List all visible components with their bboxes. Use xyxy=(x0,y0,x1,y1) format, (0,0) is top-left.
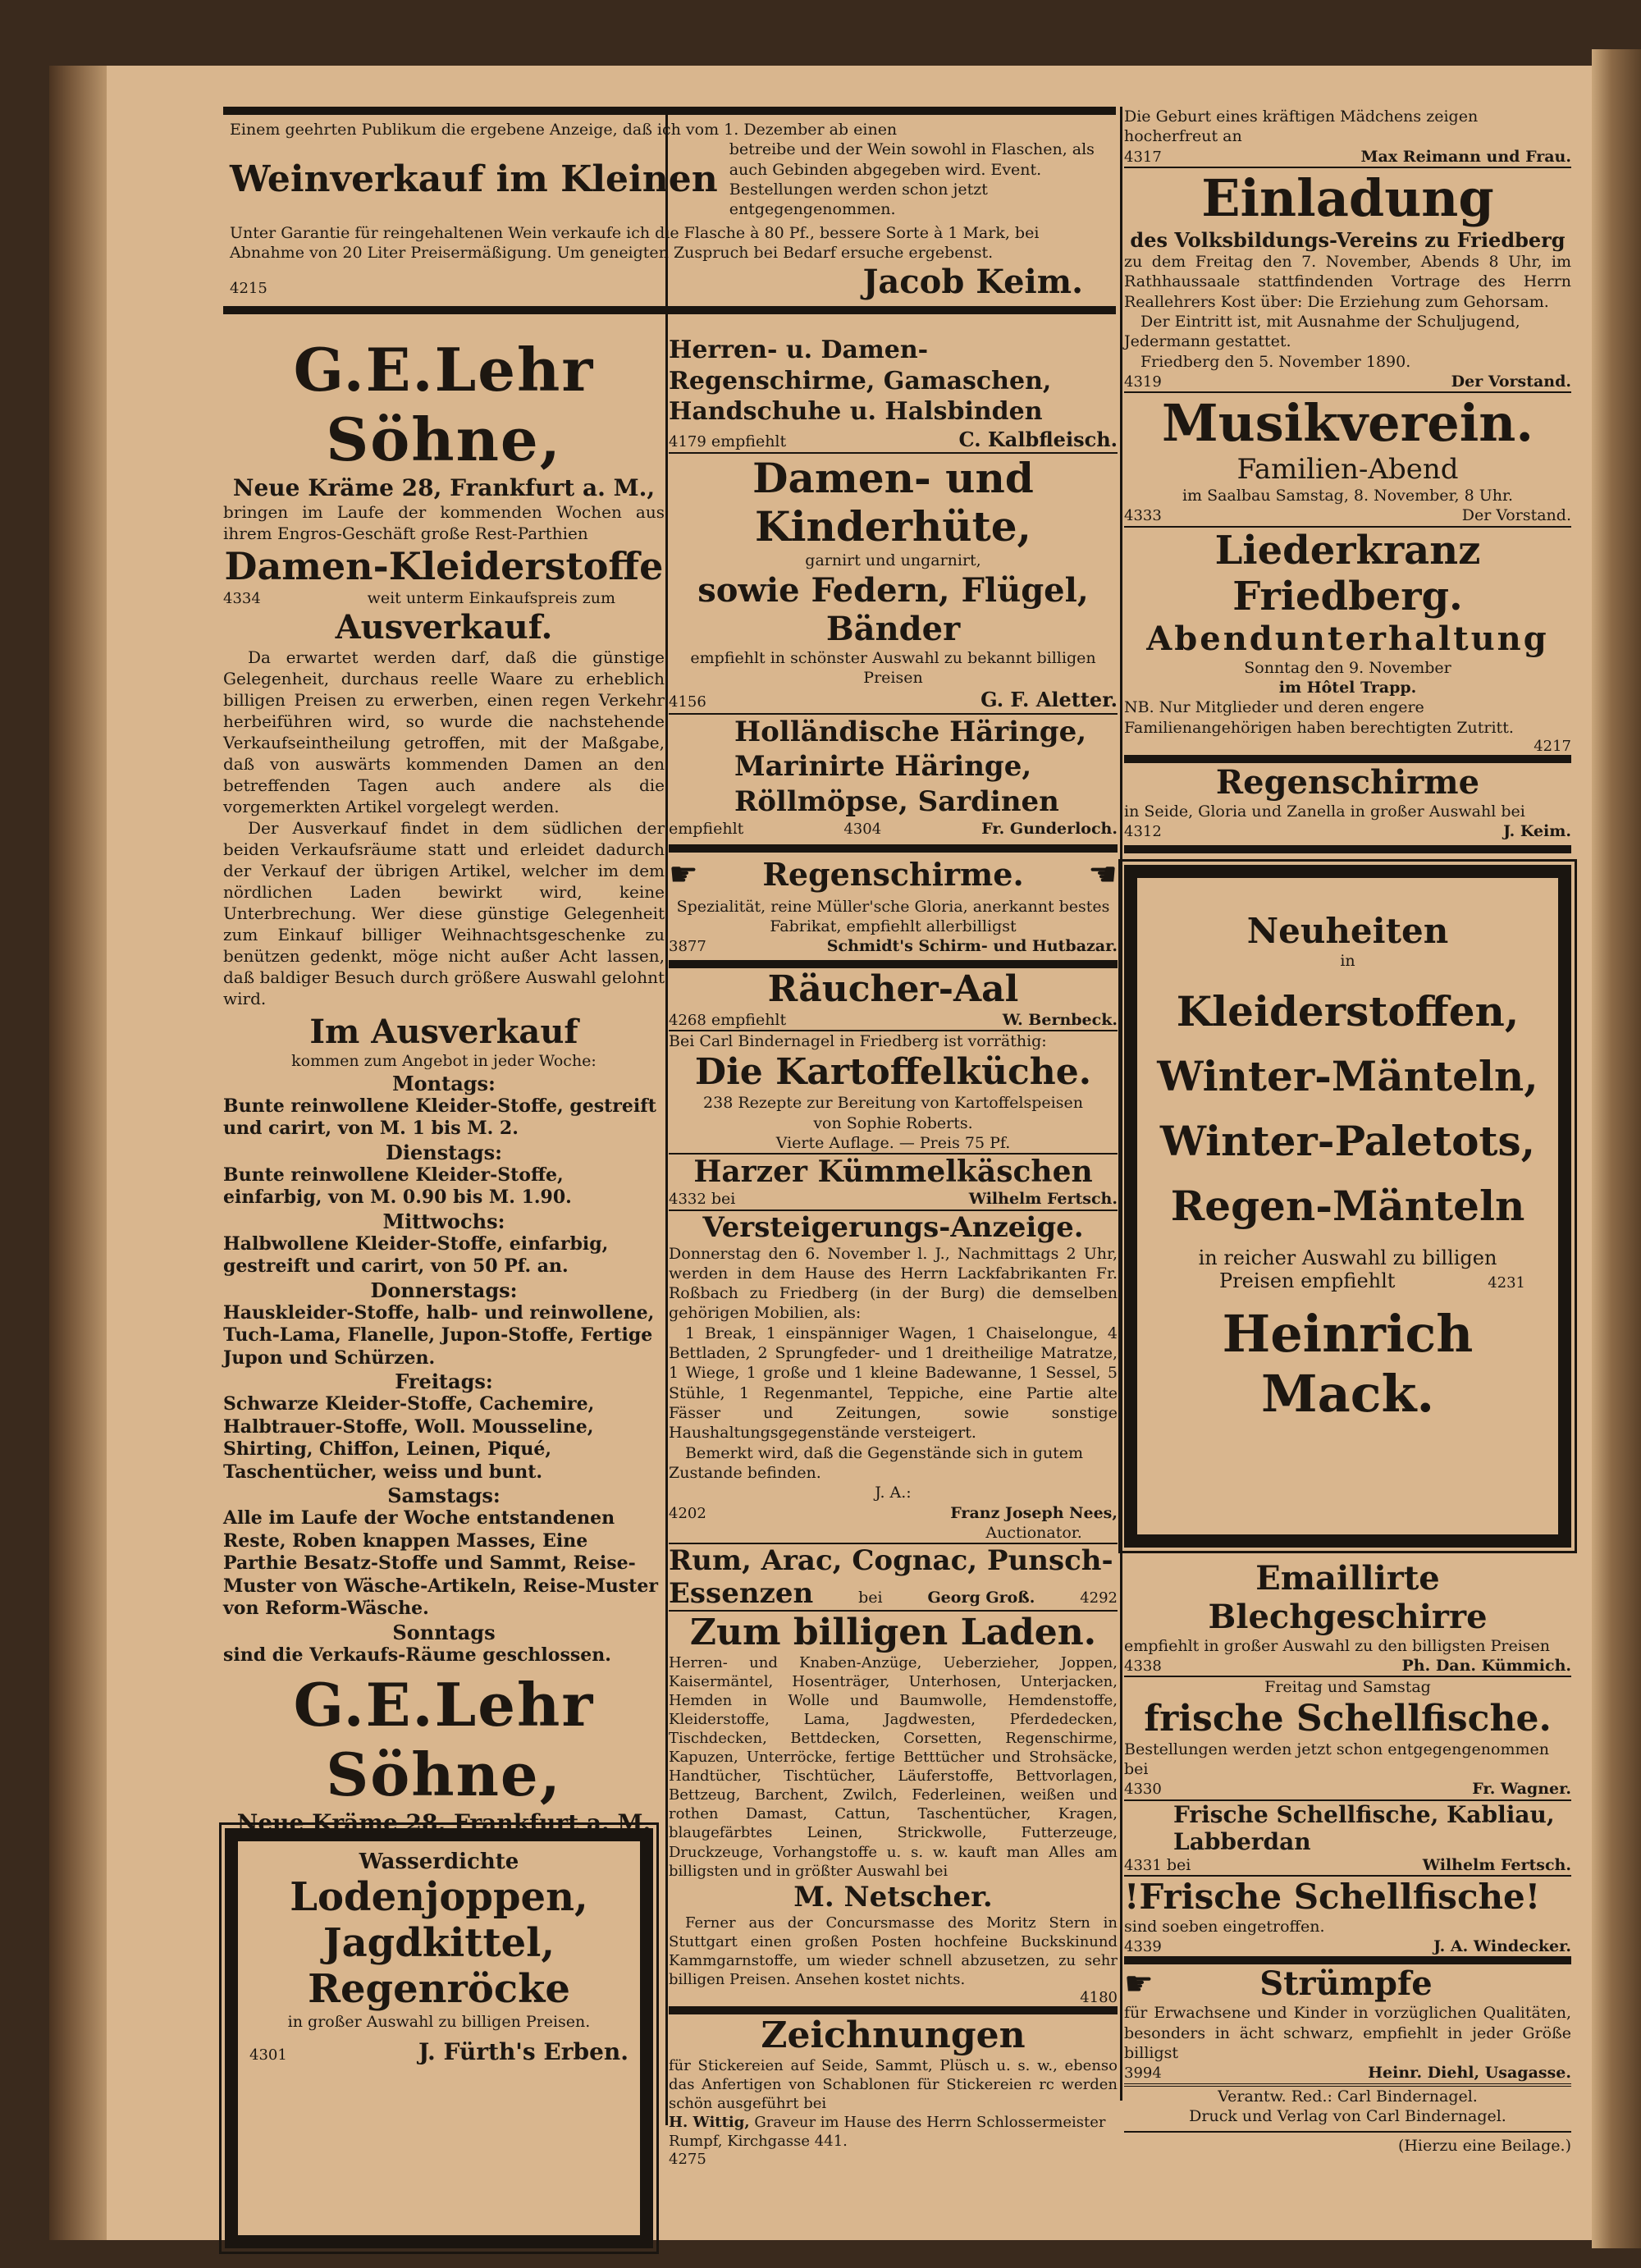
lehr-paragraph-2: Der Ausverkauf findet in dem südlichen der beiden Verkaufsräume statt und erleidet dadurch der Verkauf der übrigen Artikel, welcher im dem nördlichen Laden bewirkt wird, keine Unterbrechung. Wer diese günstige Gelegenheit zum Einkauf billiger Weihnachtsgeschenke zu benützen gedenkt, möge nicht außer Acht lassen, daß baldiger Besuch durch größere Auswahl gelohnt wird. xyxy=(223,818,665,1009)
abend-sub: Sonntag den 9. November xyxy=(1244,658,1451,677)
schedule-text: Halbwollene Kleider-Stoffe, einfarbig, gestreift und carirt, von 50 Pf. an. xyxy=(223,1232,609,1278)
wine-intro-2: betreibe und der Wein sowohl in Flaschen, als auch Gebinden abgegeben wird. Event. Bestellungen werden schon jetzt entgegengenommen. xyxy=(729,140,1095,219)
regen3-title: Regenschirme xyxy=(1215,763,1480,802)
kartoffel-sub-3: Vierte Auflage. — Preis 75 Pf. xyxy=(775,1133,1011,1152)
harzer-firm: Wilhelm Fertsch. xyxy=(968,1190,1118,1209)
birth-names: Max Reimann und Frau. xyxy=(1360,147,1571,166)
verst-title: Versteigerungs-Anzeige. xyxy=(702,1210,1084,1244)
fisch-line-3: Röllmöpse, Sardinen xyxy=(734,784,1059,818)
ad-number: 4156 xyxy=(669,693,706,711)
ad-number: 4339 xyxy=(1124,1938,1162,1956)
laden-body: Herren- und Knaben-Anzüge, Ueberzieher, Joppen, Kaisermäntel, Hosenträger, Unterhosen, Unterjacken, Hemden in Wolle und Baumwolle, Hemdenstoffe, Kleiderstoffe, Lama, Jagdwesten, Pferdedecken, Tischdecken, Bettdecken, Corsetten, Regenschirme, Kapuzen, Unterröcke, fertige Betttücher und Strohsäcke, Handtücher, Tischtücher, Läuferstoffe, Bettvorlagen, Bettzeug, Barchent, Zwilch, Federleinen, weißen und rothen Damast, Cattun, Taschentücher, Kragen, blaugefärbtes Leinen, Strickwolle, Futterzeuge, Druckzeuge, Vorhangstoffe u. s. w. kauft man Alles am billigsten und in größter Auswahl bei xyxy=(669,1654,1118,1880)
regen-firm: Schmidt's Schirm- und Hutbazar. xyxy=(826,937,1118,956)
lehr-schedule xyxy=(223,1072,665,1667)
fs2-firm: J. A. Windecker. xyxy=(1433,1937,1571,1956)
wine-body: Unter Garantie für reingehaltenen Wein verkaufe ich die Flasche à 80 Pf., bessere Sorte à 1 Mark, bei Abnahme von 20 Liter Preisermäßigung. Um geneigten Zuspruch bei Bedarf ersuche ergebenst. xyxy=(230,223,1040,262)
zeich-firm: H. Wittig, xyxy=(669,2113,750,2131)
abend-nb: NB. Nur Mitglieder und deren engere Familienangehörigen haben berechtigten Zutritt. xyxy=(1124,698,1514,737)
schedule-day: Sonntags xyxy=(392,1620,496,1644)
harzer-title: Harzer Kümmelkäschen xyxy=(693,1155,1093,1190)
ad-number: 4331 xyxy=(1124,1856,1162,1874)
neuheiten-line-4: Winter-Paletots, xyxy=(1159,1116,1536,1165)
einladung-body-2: Der Eintritt ist, mit Ausnahme der Schuljugend, Jedermann gestattet. xyxy=(1124,312,1520,351)
lehr-name-2: G.E.Lehr Söhne, xyxy=(293,1670,595,1810)
kartoffel-sub-2: von Sophie Roberts. xyxy=(813,1113,973,1132)
federn-firm: G. F. Aletter. xyxy=(980,688,1118,712)
ad-number: 4301 xyxy=(249,2046,287,2065)
rum-firm: Georg Groß. xyxy=(927,1589,1035,1607)
ad-number: 4215 xyxy=(230,280,267,298)
musik-sub: Familien-Abend xyxy=(1236,453,1459,487)
loden-line-5: in großer Auswahl zu billigen Preisen. xyxy=(287,2013,591,2031)
wine-signer: Jacob Keim. xyxy=(862,263,1083,302)
aal-firm: W. Bernbeck. xyxy=(1002,1010,1118,1029)
schedule-day: Freitags: xyxy=(395,1369,493,1394)
wine-ad xyxy=(223,107,1116,314)
book-spine xyxy=(49,66,107,2240)
lieder-title: Liederkranz Friedberg. xyxy=(1214,527,1481,620)
pointing-hand-icon: ☛ xyxy=(1124,1964,1154,2003)
neuheiten-sub-2: Preisen empfiehlt xyxy=(1219,1269,1396,1292)
fk-bei: bei xyxy=(1166,1855,1191,1874)
loden-line-1: Wasserdichte xyxy=(359,1850,519,1874)
ad-number: 4317 xyxy=(1124,148,1162,166)
lehr-product: Damen-Kleiderstoffe xyxy=(224,544,664,588)
verst-ia: J. A.: xyxy=(875,1484,912,1502)
abend-place: im Hôtel Trapp. xyxy=(1278,679,1417,697)
loden-ad xyxy=(225,1828,653,2248)
fs-title: frische Schellfische. xyxy=(1144,1697,1552,1740)
aal-title: Räucher-Aal xyxy=(767,967,1019,1010)
musik-sign: Der Vorstand. xyxy=(1461,506,1571,525)
rum-title: Rum, Arac, Cognac, Punsch- xyxy=(669,1544,1113,1578)
fisch-firm: Fr. Gunderloch. xyxy=(981,820,1118,839)
ad-number: 4330 xyxy=(1124,1781,1162,1799)
einladung-title: Einladung xyxy=(1201,167,1494,228)
herren-ad-title: Herren- u. Damen-Regenschirme, Gamaschen, Handschuhe u. Halsbinden xyxy=(669,336,1052,426)
ad-number: 4312 xyxy=(1124,823,1162,841)
regen-sub: Spezialität, reine Müller'sche Gloria, anerkannt bestes Fabrikat, empfiehlt allerbilligst xyxy=(676,897,1110,935)
lehr-kommen: kommen zum Angebot in jeder Woche: xyxy=(291,1052,597,1071)
imprint-1: Verantw. Red.: Carl Bindernagel. xyxy=(1218,2087,1478,2106)
fs2-sub: sind soeben eingetroffen. xyxy=(1124,1917,1325,1936)
loden-line-2: Lodenjoppen, xyxy=(290,1874,588,1920)
mack-ad xyxy=(1124,865,1571,1548)
verst-body: Donnerstag den 6. November l. J., Nachmittags 2 Uhr, werden in dem Hause des Herrn Lackfabrikanten Fr. Roßbach zu Friedberg (in der Burg) die demselben gehörigen Mobilien, als: xyxy=(669,1244,1118,1323)
einladung-sign: Der Vorstand. xyxy=(1451,372,1571,391)
str-firm: Heinr. Diehl, Usagasse. xyxy=(1368,2064,1571,2083)
kartoffel-sub-1: 238 Rezepte zur Bereitung von Kartoffelspeisen xyxy=(703,1094,1083,1113)
ad-number: 4319 xyxy=(1124,373,1162,391)
fs-firm: Fr. Wagner. xyxy=(1472,1780,1571,1799)
loden-firm: J. Fürth's Erben. xyxy=(418,2038,629,2066)
str-body: für Erwachsene und Kinder in vorzüglichen Qualitäten, besonders in ächt schwarz, empfiehlt in jeder Größe billigst xyxy=(1124,2004,1571,2063)
lehr-name: G.E.Lehr Söhne, xyxy=(293,335,595,474)
verst-note: Bemerkt wird, daß die Gegenstände sich in gutem Zustande befinden. xyxy=(669,1443,1084,1482)
schedule-text: Schwarze Kleider-Stoffe, Cachemire, Halbtrauer-Stoffe, Woll. Mousseline, Shirting, Chiffon, Leinen, Piqué, Taschentücher, weiss und bunt. xyxy=(223,1393,595,1483)
fs2-title: !Frische Schellfische! xyxy=(1124,1876,1541,1917)
laden-title: Zum billigen Laden. xyxy=(689,1612,1097,1654)
musik-title: Musikverein. xyxy=(1162,393,1534,454)
herren-emp: empfiehlt xyxy=(711,432,787,450)
schedule-text: Bunte reinwollene Kleider-Stoffe, gestreift und carirt, von M. 1 bis M. 2. xyxy=(223,1095,656,1140)
email-sub: empfiehlt in großer Auswahl zu den billigsten Preisen xyxy=(1124,1636,1551,1655)
lehr-address-2: Neue Kräme 28, Frankfurt a. M. xyxy=(236,1809,651,1837)
neuheiten-line-2: Kleiderstoffen, xyxy=(1176,986,1520,1036)
neuheiten-line-5: Regen-Mänteln xyxy=(1170,1181,1525,1230)
schedule-day: Samstags: xyxy=(387,1484,501,1508)
column-divider xyxy=(665,107,668,2125)
lehr-ad xyxy=(223,335,665,1836)
schedule-text: Hauskleider-Stoffe, halb- und reinwollene, Tuch-Lama, Flanelle, Jupon-Stoffe, Fertige Jupon und Schürzen. xyxy=(223,1301,655,1369)
lehr-paragraph-1: Da erwartet werden darf, daß die günstige Gelegenheit, durchaus reelle Waare zu erheblich billigen Preisen zu erwerben, einen regen Verkehr herbeiführen wird, so wurde die nachstehende Verkaufseintheilung getroffen, mit der Maßgabe, daß von auswärts kommenden Damen an den betreffenden Tagen auch andere als die vorgemerkten Artikel vorgelegt werden. xyxy=(223,647,665,817)
ad-number: 4292 xyxy=(1080,1589,1118,1607)
column-2 xyxy=(669,335,1118,2168)
kartoffel-title: Die Kartoffelküche. xyxy=(694,1051,1092,1094)
loden-line-3: Jagdkittel, xyxy=(322,1920,555,1966)
ad-number: 4334 xyxy=(223,590,261,607)
federn-title: sowie Federn, Flügel, Bänder xyxy=(697,570,1089,648)
neuheiten-in: in xyxy=(1340,951,1355,970)
schedule-text: Alle im Laufe der Woche entstandenen Reste, Roben knappen Masses, Eine Parthie Besatz-Stoffe und Sammt, Reise-Muster von Wäsche-Artikeln, Reise-Muster von Reform-Wäsche. xyxy=(223,1507,658,1620)
column-divider xyxy=(1120,107,1122,2101)
pointing-hand-icon: ☛ xyxy=(669,855,698,894)
regen3-firm: J. Keim. xyxy=(1503,822,1571,841)
harzer-bei: bei xyxy=(711,1190,736,1209)
lehr-im-ausverkauf: Im Ausverkauf xyxy=(309,1013,578,1052)
email-firm: Ph. Dan. Kümmich. xyxy=(1401,1656,1571,1675)
wine-intro: Einem geehrten Publikum die ergebene Anzeige, daß ich vom 1. Dezember ab einen xyxy=(230,121,898,139)
einladung-date: Friedberg den 5. November 1890. xyxy=(1140,352,1411,371)
schedule-day: Dienstags: xyxy=(386,1140,502,1164)
fk-title: Frische Schellfische, Kabliau, Labberdan xyxy=(1173,1800,1555,1855)
ad-number: 4179 xyxy=(669,432,706,450)
loden-line-4: Regenröcke xyxy=(308,1966,570,2012)
neuheiten-line-3: Winter-Mänteln, xyxy=(1157,1051,1538,1100)
ad-number: 4333 xyxy=(1124,507,1162,525)
ad-number: 4338 xyxy=(1124,1657,1162,1675)
regen3-sub: in Seide, Gloria und Zanella in großer Auswahl bei xyxy=(1124,802,1525,821)
ad-number: 4202 xyxy=(669,1504,706,1522)
rum-bei: bei xyxy=(858,1589,883,1607)
zeich-tail: Graveur im Hause des Herrn Schlossermeister Rumpf, Kirchgasse 441. xyxy=(669,2113,1106,2150)
ad-number: 4268 xyxy=(669,1011,706,1029)
neuheiten-sub: in reicher Auswahl zu billigen xyxy=(1198,1246,1497,1269)
schedule-day: Donnerstags: xyxy=(370,1278,518,1302)
ad-number: 4217 xyxy=(1534,738,1571,755)
fs-days: Freitag und Samstag xyxy=(1264,1678,1431,1697)
hute-title: Damen- und Kinderhüte, xyxy=(752,454,1034,551)
schedule-text: sind die Verkaufs-Räume geschlossen. xyxy=(223,1644,611,1666)
pointing-hand-icon: ☚ xyxy=(1088,855,1118,894)
ad-number: 4304 xyxy=(843,821,882,839)
schedule-day: Mittwochs: xyxy=(382,1209,505,1233)
aal-emp: empfiehlt xyxy=(711,1010,787,1029)
ad-number: 4332 xyxy=(669,1191,706,1209)
ad-number: 3994 xyxy=(1124,2065,1162,2083)
musik-body: im Saalbau Samstag, 8. November, 8 Uhr. xyxy=(1182,487,1514,505)
fisch-line-2: Marinirte Häringe, xyxy=(734,750,1032,784)
facing-page-edge xyxy=(1592,49,1641,2248)
lehr-ausverkauf: Ausverkauf. xyxy=(335,608,553,647)
ad-number: 4231 xyxy=(1488,1273,1525,1292)
verst-name: Franz Joseph Nees, xyxy=(950,1503,1118,1522)
beilage-note: (Hierzu eine Beilage.) xyxy=(1397,2137,1571,2156)
laden-more: Ferner aus der Concursmasse des Moritz Stern in Stuttgart einen großen Posten hochfeine Buckskinund Kammgarnstoffe, um wieder schnell abzusetzen, zu sehr billigen Preisen. Ansehen kostet nichts. xyxy=(669,1914,1118,1988)
wine-title: Weinverkauf im Kleinen xyxy=(230,158,718,201)
mack-firm: Heinrich Mack. xyxy=(1222,1303,1474,1424)
verst-items: 1 Break, 1 einspänniger Wagen, 1 Chaiselongue, 4 Bettladen, 2 Sprungfeder- und 1 dreitheilige Matratze, 1 Wiege, 1 große und 1 kleine Badewanne, 1 Sessel, 5 Stühle, 1 Regenmantel, Teppiche, eine Partie alte Fässer und Zeitungen, sowie sonstige Haushaltungsgegenstände versteigert. xyxy=(669,1324,1118,1443)
fs-sub: Bestellungen werden jetzt schon entgegengenommen bei xyxy=(1124,1740,1549,1778)
lehr-below: weit unterm Einkaufspreis zum xyxy=(367,589,615,607)
schedule-day: Montags: xyxy=(392,1071,496,1095)
einladung-sub: des Volksbildungs-Vereins zu Friedberg xyxy=(1130,227,1566,252)
imprint-2: Druck und Verlag von Carl Bindernagel. xyxy=(1189,2107,1506,2125)
str-title: Strümpfe xyxy=(1259,1964,1433,2004)
regen-title: Regenschirme. xyxy=(762,856,1024,894)
federn-sub: empfiehlt in schönster Auswahl zu bekannt billigen Preisen xyxy=(690,648,1096,687)
zeich-title: Zeichnungen xyxy=(761,2014,1026,2056)
birth-text: Die Geburt eines kräftigen Mädchens zeigen hocherfreut an xyxy=(1124,107,1479,146)
ad-number: 4275 xyxy=(669,2150,706,2168)
column-3 xyxy=(1124,107,1571,2156)
einladung-body: zu dem Freitag den 7. November, Abends 8 Uhr, im Rathhaussaale stattfindenden Vortrage des Herrn Reallehrers Kost über: Die Erziehung zum Gehorsam. xyxy=(1124,252,1571,311)
kartoffel-bei: Bei Carl Bindernagel in Friedberg ist vorräthig: xyxy=(669,1031,1047,1050)
laden-firm: M. Netscher. xyxy=(793,1880,993,1914)
ad-number: 4180 xyxy=(1080,1988,1118,2006)
abend-title: Abendunterhaltung xyxy=(1146,619,1549,658)
ad-number: 3877 xyxy=(669,938,706,956)
lehr-address: Neue Kräme 28, Frankfurt a. M., xyxy=(232,474,656,501)
neuheiten-title: Neuheiten xyxy=(1246,910,1449,951)
rum-title-2: Essenzen xyxy=(669,1577,814,1611)
fisch-line-1: Holländische Häringe, xyxy=(734,715,1087,748)
fisch-emp: empfiehlt xyxy=(669,820,744,839)
fk-firm: Wilhelm Fertsch. xyxy=(1422,1855,1571,1874)
herren-firm: C. Kalbfleisch. xyxy=(958,427,1118,451)
zeich-body: für Stickereien auf Seide, Sammt, Plüsch u. s. w., ebenso das Anfertigen von Schablonen für Stickereien rc werden schön ausgeführt bei xyxy=(669,2056,1118,2112)
lehr-intro: bringen im Laufe der kommenden Wochen aus ihrem Engros-Geschäft große Rest-Parthien xyxy=(223,502,665,543)
email-title: Emaillirte Blechgeschirre xyxy=(1208,1558,1488,1636)
schedule-text: Bunte reinwollene Kleider-Stoffe, einfarbig, von M. 0.90 bis M. 1.90. xyxy=(223,1164,572,1209)
hute-sub: garnirt und ungarnirt, xyxy=(805,551,981,570)
verst-title-line: Auctionator. xyxy=(985,1523,1082,1542)
